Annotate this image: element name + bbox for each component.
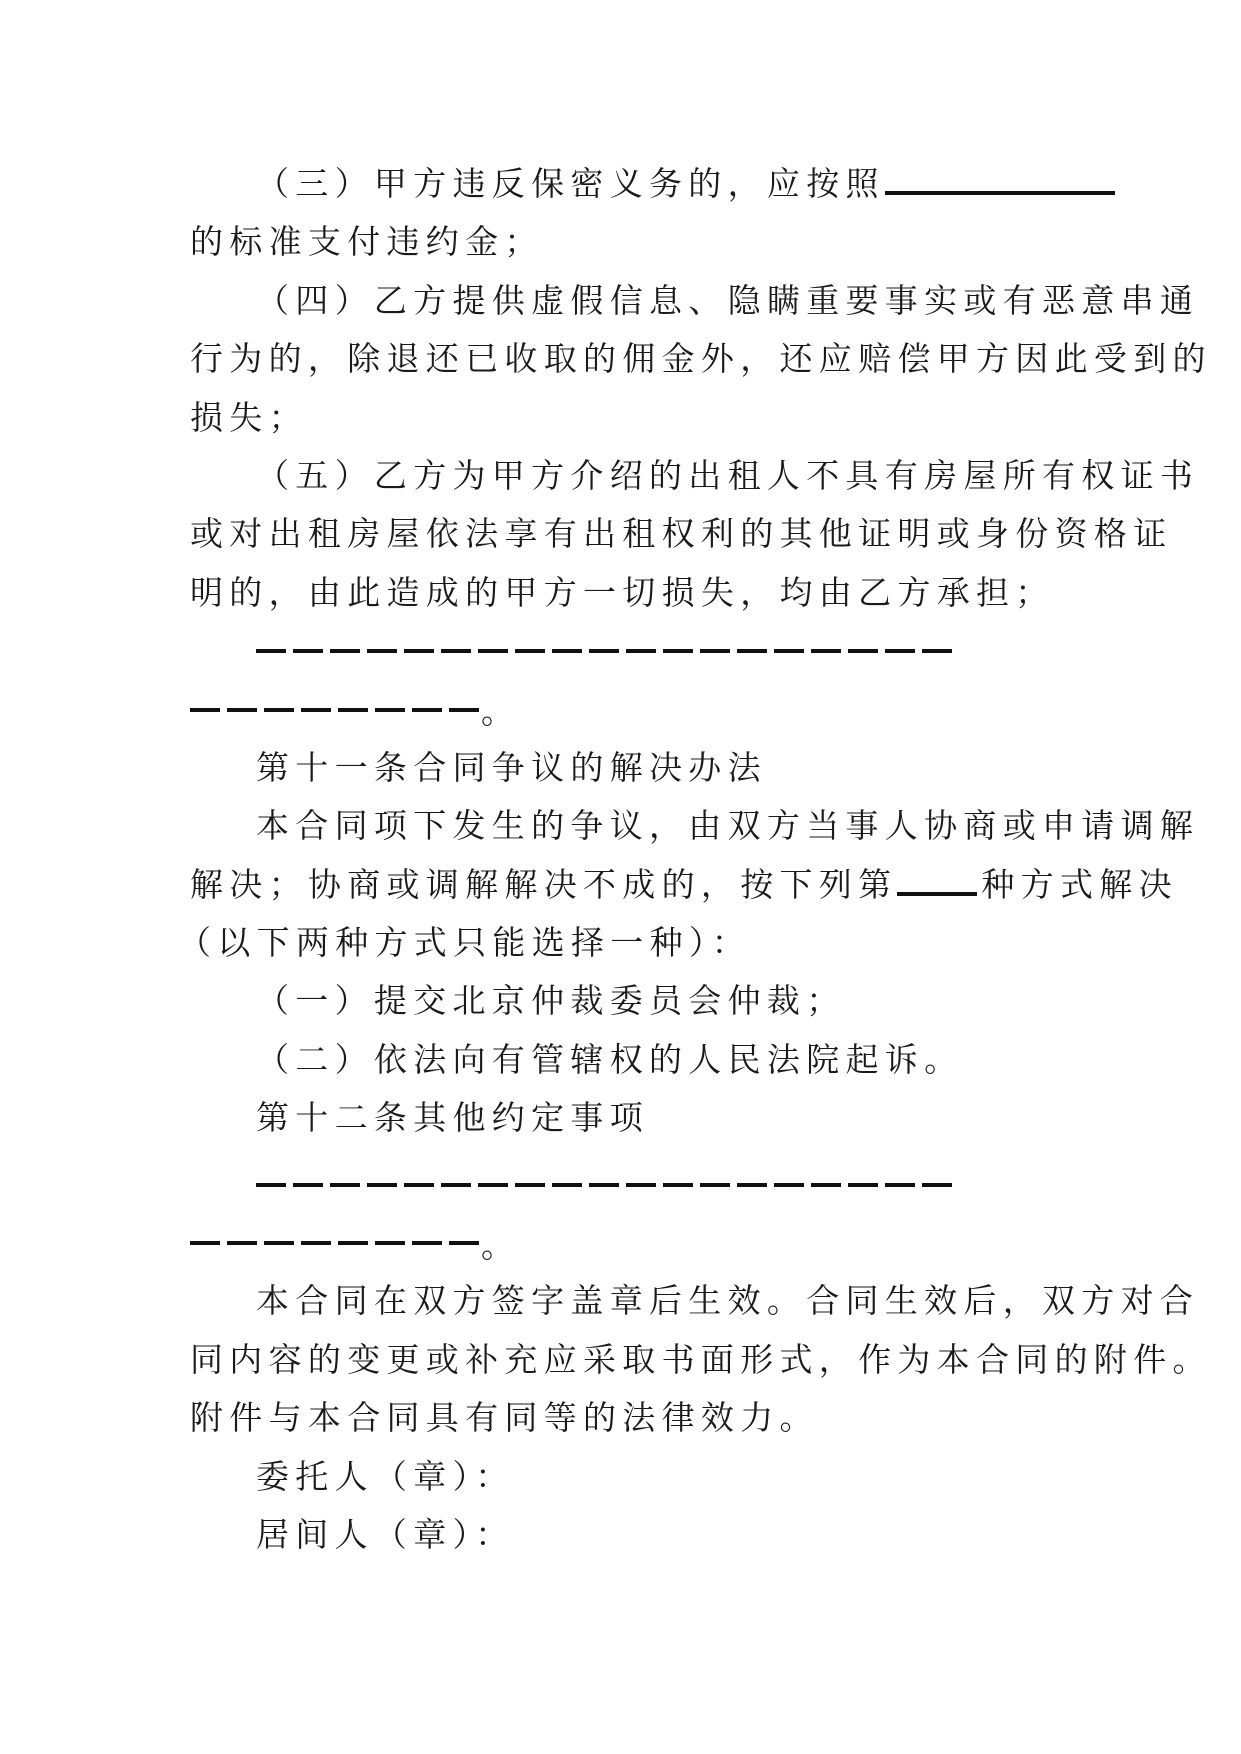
method-choice-blank[interactable] xyxy=(897,884,977,896)
option-1: （一）提交北京仲裁委员会仲裁； xyxy=(256,981,846,1021)
period-1: 。 xyxy=(481,692,521,732)
penalty-standard-blank[interactable] xyxy=(885,183,1115,195)
clause-3-line1 xyxy=(190,155,1060,213)
article-11-text-b: 种方式解决 xyxy=(981,864,1178,904)
article-12-heading: 第十二条其他约定事项 xyxy=(256,1098,649,1138)
clause-3-line2: 的标准支付违约金； xyxy=(190,222,544,262)
option-2: （二）依法向有管辖权的人民法院起诉。 xyxy=(256,1039,964,1079)
fill-in-dashes-2a[interactable] xyxy=(190,1156,1060,1214)
effect-para-line3: 附件与本合同具有同等的法律效力。 xyxy=(190,1398,819,1438)
article-11-para-line2 xyxy=(190,856,1178,914)
period-2: 。 xyxy=(481,1225,521,1265)
clause-4-line2: 行为的，除退还已收取的佣金外，还应赔偿甲方因此受到的 xyxy=(190,339,1212,379)
clause-4-line1: （四）乙方提供虚假信息、隐瞒重要事实或有恶意串通 xyxy=(256,280,1200,320)
clause-5-line1: （五）乙方为甲方介绍的出租人不具有房屋所有权证书 xyxy=(256,455,1200,495)
article-11-text-a: 解决；协商或调解解决不成的，按下列第 xyxy=(190,864,898,904)
fill-in-dashes-1a[interactable] xyxy=(190,622,1060,680)
clause-3-text: （三）甲方违反保密义务的，应按照 xyxy=(256,164,885,203)
clause-5-line3: 明的，由此造成的甲方一切损失，均由乙方承担； xyxy=(190,572,1055,612)
effect-para-line2: 同内容的变更或补充应采取书面形式，作为本合同的附件。 xyxy=(190,1339,1212,1379)
fill-in-dashes-1b[interactable] xyxy=(190,681,1060,739)
fill-in-dashes-2b[interactable] xyxy=(190,1214,1060,1272)
broker-signature-label: 居间人（章）： xyxy=(256,1514,515,1554)
clause-4-line3: 损失； xyxy=(190,397,308,437)
client-signature-label: 委托人（章）： xyxy=(256,1456,515,1496)
article-11-para-line3: （以下两种方式只能选择一种）： xyxy=(178,923,751,963)
article-11-heading: 第十一条合同争议的解决办法 xyxy=(256,747,767,787)
article-11-para-line1: 本合同项下发生的争议，由双方当事人协商或申请调解 xyxy=(256,806,1200,846)
effect-para-line1: 本合同在双方签字盖章后生效。合同生效后，双方对合 xyxy=(256,1281,1200,1321)
clause-5-line2: 或对出租房屋依法享有出租权利的其他证明或身份资格证 xyxy=(190,514,1173,554)
contract-page xyxy=(178,155,1212,1564)
